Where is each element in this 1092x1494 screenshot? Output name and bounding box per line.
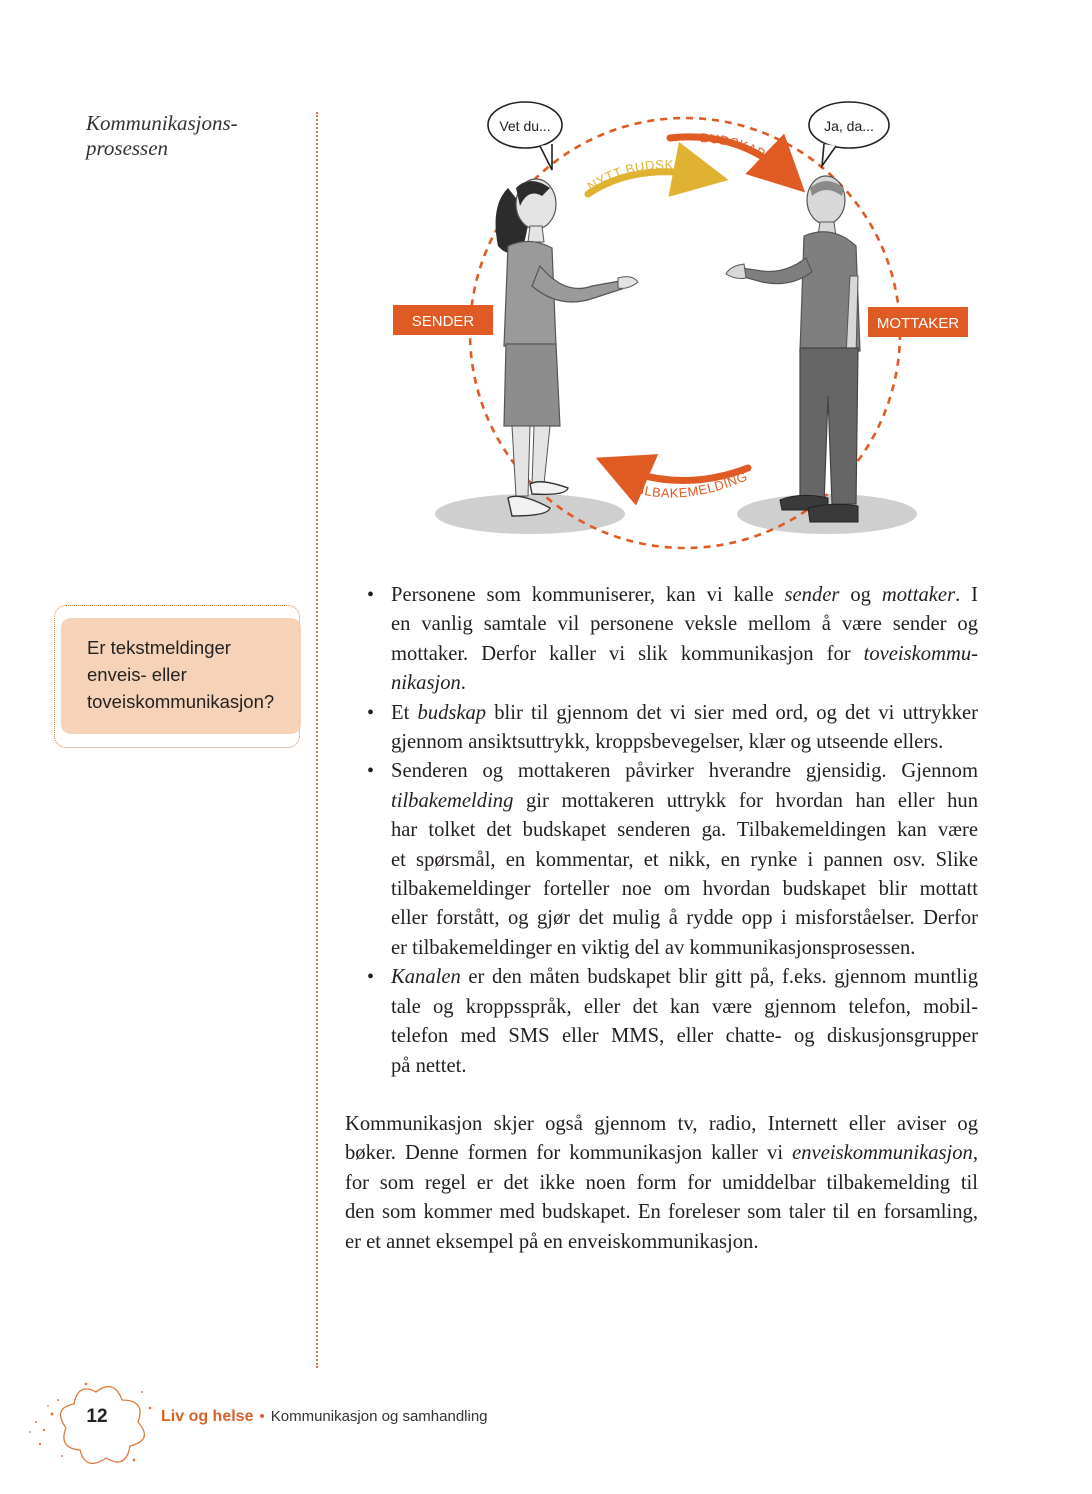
bullet-list	[366, 581, 978, 1081]
text-line: en vanlig samtale vil personene veksle mellom å være sender og	[391, 613, 978, 636]
chapter-title: Kommunikasjon og samhandling	[270, 1408, 488, 1425]
text-line: • Kanalen er den måten budskapet blir gitt på, f.eks. gjennom muntlig	[391, 966, 978, 989]
communication-diagram	[380, 96, 980, 556]
bullet-item	[366, 581, 978, 699]
emphasized-term: mottaker	[881, 584, 956, 606]
sender-label-text: SENDER	[411, 313, 475, 330]
text-line: et spørsmål, en kommentar, et nikk, en rynke i pannen osv. Slike	[391, 848, 978, 871]
speech-bubble-receiver	[809, 102, 889, 166]
text-line: den som kommer med budskapet. En foreleser som taler til en forsamling,	[345, 1201, 978, 1224]
arrow-label-budskap: BUDSKAP	[699, 130, 769, 162]
text-line: Kommunikasjon skjer også gjennom tv, radio, Internett eller aviser og	[345, 1113, 978, 1135]
speech-text-sender: Vet du...	[499, 118, 551, 134]
sender-label	[393, 305, 493, 335]
book-title: Liv og helse	[161, 1408, 254, 1425]
text-line: eller forstått, og gjør det mulig å rydde opp i misforståelser. Derfor	[391, 907, 978, 930]
question-line: toveiskommunikasjon?	[87, 691, 275, 712]
emphasized-term: tilbakemelding	[391, 789, 514, 812]
caption-line: Kommunikasjons-	[86, 111, 238, 135]
text-line: gjennom ansiktsuttrykk, kroppsbevegelser, klær og utseende ellers.	[391, 731, 944, 754]
text-line: er et annet eksempel på en enveiskommunikasjon.	[345, 1230, 759, 1253]
emphasized-term: sender	[784, 584, 840, 606]
arrow-label-tilbakemelding: TILBAKEMELDING	[631, 468, 750, 501]
receiver-label	[868, 307, 968, 337]
question-box	[61, 618, 301, 734]
emphasized-term: toveiskommu-	[863, 642, 978, 665]
text-line: tale og kroppsspråk, eller det kan være gjennom telefon, mobil-	[391, 995, 978, 1018]
text-line: tilbakemelding gir mottakeren uttrykk for hvordan han eller hun	[391, 789, 978, 812]
text-line: tilbakemeldinger forteller noe om hvordan budskapet blir mottatt	[391, 878, 978, 901]
question-line: Er tekstmeldinger	[87, 637, 231, 658]
text-line: for som regel er det ikke noen form for umiddelbar tilbakemelding til	[345, 1171, 978, 1194]
text-line: mottaker. Derfor kaller vi slik kommunikasjon for toveiskommu-	[391, 642, 978, 665]
speech-text-receiver: Ja, da...	[824, 118, 874, 134]
text-line: er tilbakemeldinger en viktig del av kommunikasjonsprosessen.	[391, 936, 916, 959]
caption-line: prosessen	[86, 136, 169, 160]
receiver-label-text: MOTTAKER	[876, 315, 960, 332]
column-divider	[316, 112, 318, 1368]
text-line: • Et budskap blir til gjennom det vi sier med ord, og det vi uttrykker	[391, 701, 979, 724]
emphasized-term: Kanalen	[391, 966, 461, 989]
text-line: bøker. Denne formen for kommunikasjon kaller vi enveiskommunikasjon,	[345, 1142, 978, 1165]
emphasized-term: enveiskommunikasjon	[792, 1142, 973, 1165]
body-paragraph	[345, 1110, 978, 1257]
text-line: på nettet.	[391, 1054, 467, 1077]
arrow-label-nytt-budskap: NYTT BUDSKAP	[584, 157, 694, 195]
margin-caption	[86, 111, 296, 161]
emphasized-term: budskap	[417, 701, 487, 724]
speech-bubble-sender	[488, 102, 562, 170]
emphasized-term: nikasjon	[391, 672, 461, 695]
text-line: • Personene som kommuniserer, kan vi kalle sender og mottaker. I	[391, 584, 979, 606]
bullet-item	[366, 963, 978, 1081]
text-line: telefon med SMS eller MMS, eller chatte- og diskusjonsgrupper	[391, 1025, 978, 1048]
text-line: har tolket det budskapet senderen ga. Tilbakemeldingen kan være	[391, 819, 978, 842]
text-line: nikasjon.	[391, 672, 466, 695]
bullet-item	[366, 699, 978, 758]
running-footer	[161, 1408, 488, 1426]
bullet-item	[366, 757, 978, 963]
page-number: 12	[86, 1406, 108, 1427]
text-line: • Senderen og mottakeren påvirker hverandre gjensidig. Gjennom	[391, 760, 978, 783]
question-line: enveis- eller	[87, 664, 187, 685]
footer-separator: •	[259, 1408, 265, 1425]
